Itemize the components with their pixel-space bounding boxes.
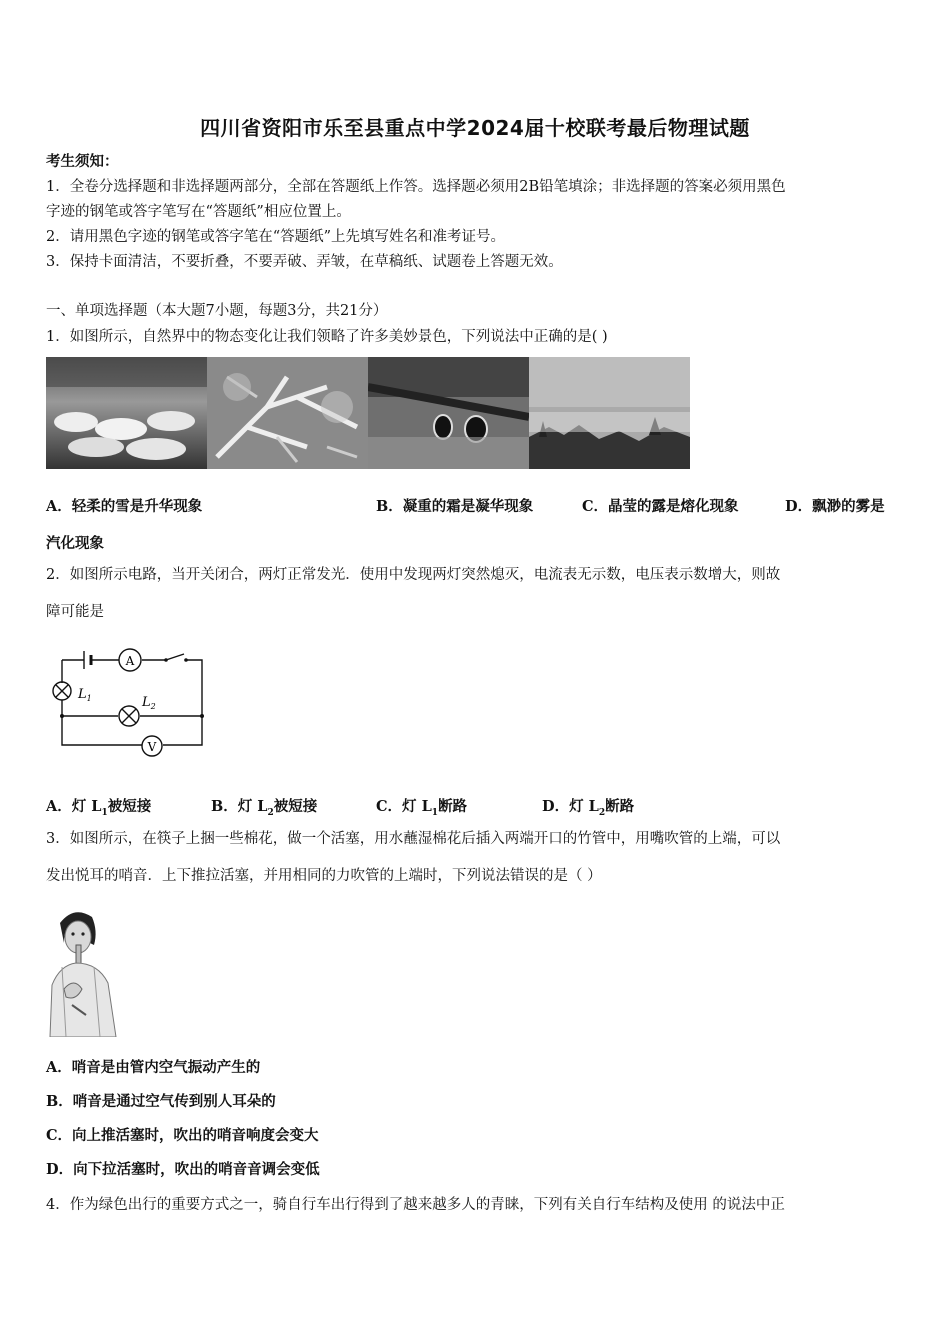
question-3-stem-cont: 发出悦耳的哨音．上下推拉活塞，并用相同的力吹管的上端时，下列说法错误的是（ ） <box>46 868 602 884</box>
frost-photo <box>207 357 368 469</box>
q3-option-d: D．向下拉活塞时，吹出的哨音音调会变低 <box>46 1161 320 1178</box>
q2-option-d: D．灯 $L_2$断路 <box>542 798 635 818</box>
notice-item-2: 2．请用黑色字迹的钢笔或答字笔在“答题纸”上先填写姓名和准考证号。 <box>46 229 506 245</box>
notice-item-1: 1．全卷分选择题和非选择题两部分，全部在答题纸上作答。选择题必须用2B铅笔填涂；非选择题的答案必须用黑色 <box>46 179 786 195</box>
q2-option-a: A．灯 $L_1$被短接 <box>46 798 152 818</box>
q2-option-c: C．灯 $L_1$断路 <box>376 798 468 818</box>
notice-item-1-cont: 字迹的钢笔或答字笔写在“答题纸”相应位置上。 <box>46 204 351 220</box>
q1-photo-strip <box>46 357 690 469</box>
dew-photo <box>368 357 529 469</box>
q1-option-c: C．晶莹的露是熔化现象 <box>582 498 739 515</box>
notice-heading: 考生须知： <box>46 153 119 170</box>
voltmeter-label: V <box>147 740 157 754</box>
q2-option-b: B．灯 $L_2$被短接 <box>211 798 318 818</box>
page-title: 四川省资阳市乐至县重点中学2024届十校联考最后物理试题 <box>200 116 750 140</box>
lamp1-label: $L_1$ <box>78 687 92 703</box>
ammeter-label: A <box>125 654 135 668</box>
fog-photo <box>529 357 690 469</box>
q3-option-a: A．哨音是由管内空气振动产生的 <box>46 1059 261 1076</box>
q3-option-c: C．向上推活塞时，吹出的哨音响度会变大 <box>46 1127 319 1144</box>
lamp2-label: $L_2$ <box>142 695 156 711</box>
q1-option-d: D．飘渺的雾是 <box>785 498 885 515</box>
question-3-stem: 3．如图所示，在筷子上捆一些棉花，做一个活塞，用水蘸湿棉花后插入两端开口的竹管中，用嘴吹管的上端，可以 <box>46 831 781 847</box>
notice-item-3: 3．保持卡面清洁，不要折叠，不要弄破、弄皱，在草稿纸、试题卷上答题无效。 <box>46 254 563 270</box>
q3-option-b: B．哨音是通过空气传到别人耳朵的 <box>46 1093 276 1110</box>
question-2-stem-cont: 障可能是 <box>46 604 104 620</box>
question-1-stem: 1．如图所示，自然界中的物态变化让我们领略了许多美妙景色，下列说法中正确的是( ) <box>46 329 608 345</box>
snow-photo <box>46 357 207 469</box>
q2-circuit-diagram <box>46 645 216 765</box>
q1-option-a: A．轻柔的雪是升华现象 <box>46 498 203 515</box>
question-2-stem: 2．如图所示电路，当开关闭合，两灯正常发光．使用中发现两灯突然熄灭，电流表无示数，电压表示数增大，则故 <box>46 567 781 583</box>
question-4-stem: 4．作为绿色出行的重要方式之一，骑自行车出行得到了越来越多人的青睐，下列有关自行车结构及使用 的说法中正 <box>46 1197 785 1213</box>
section-heading: 一、单项选择题（本大题7小题，每题3分，共21分） <box>46 303 388 319</box>
q1-option-b: B．凝重的霜是凝华现象 <box>376 498 534 515</box>
q3-girl-whistle-photo <box>46 905 126 1037</box>
q1-option-d-cont: 汽化现象 <box>46 535 104 552</box>
